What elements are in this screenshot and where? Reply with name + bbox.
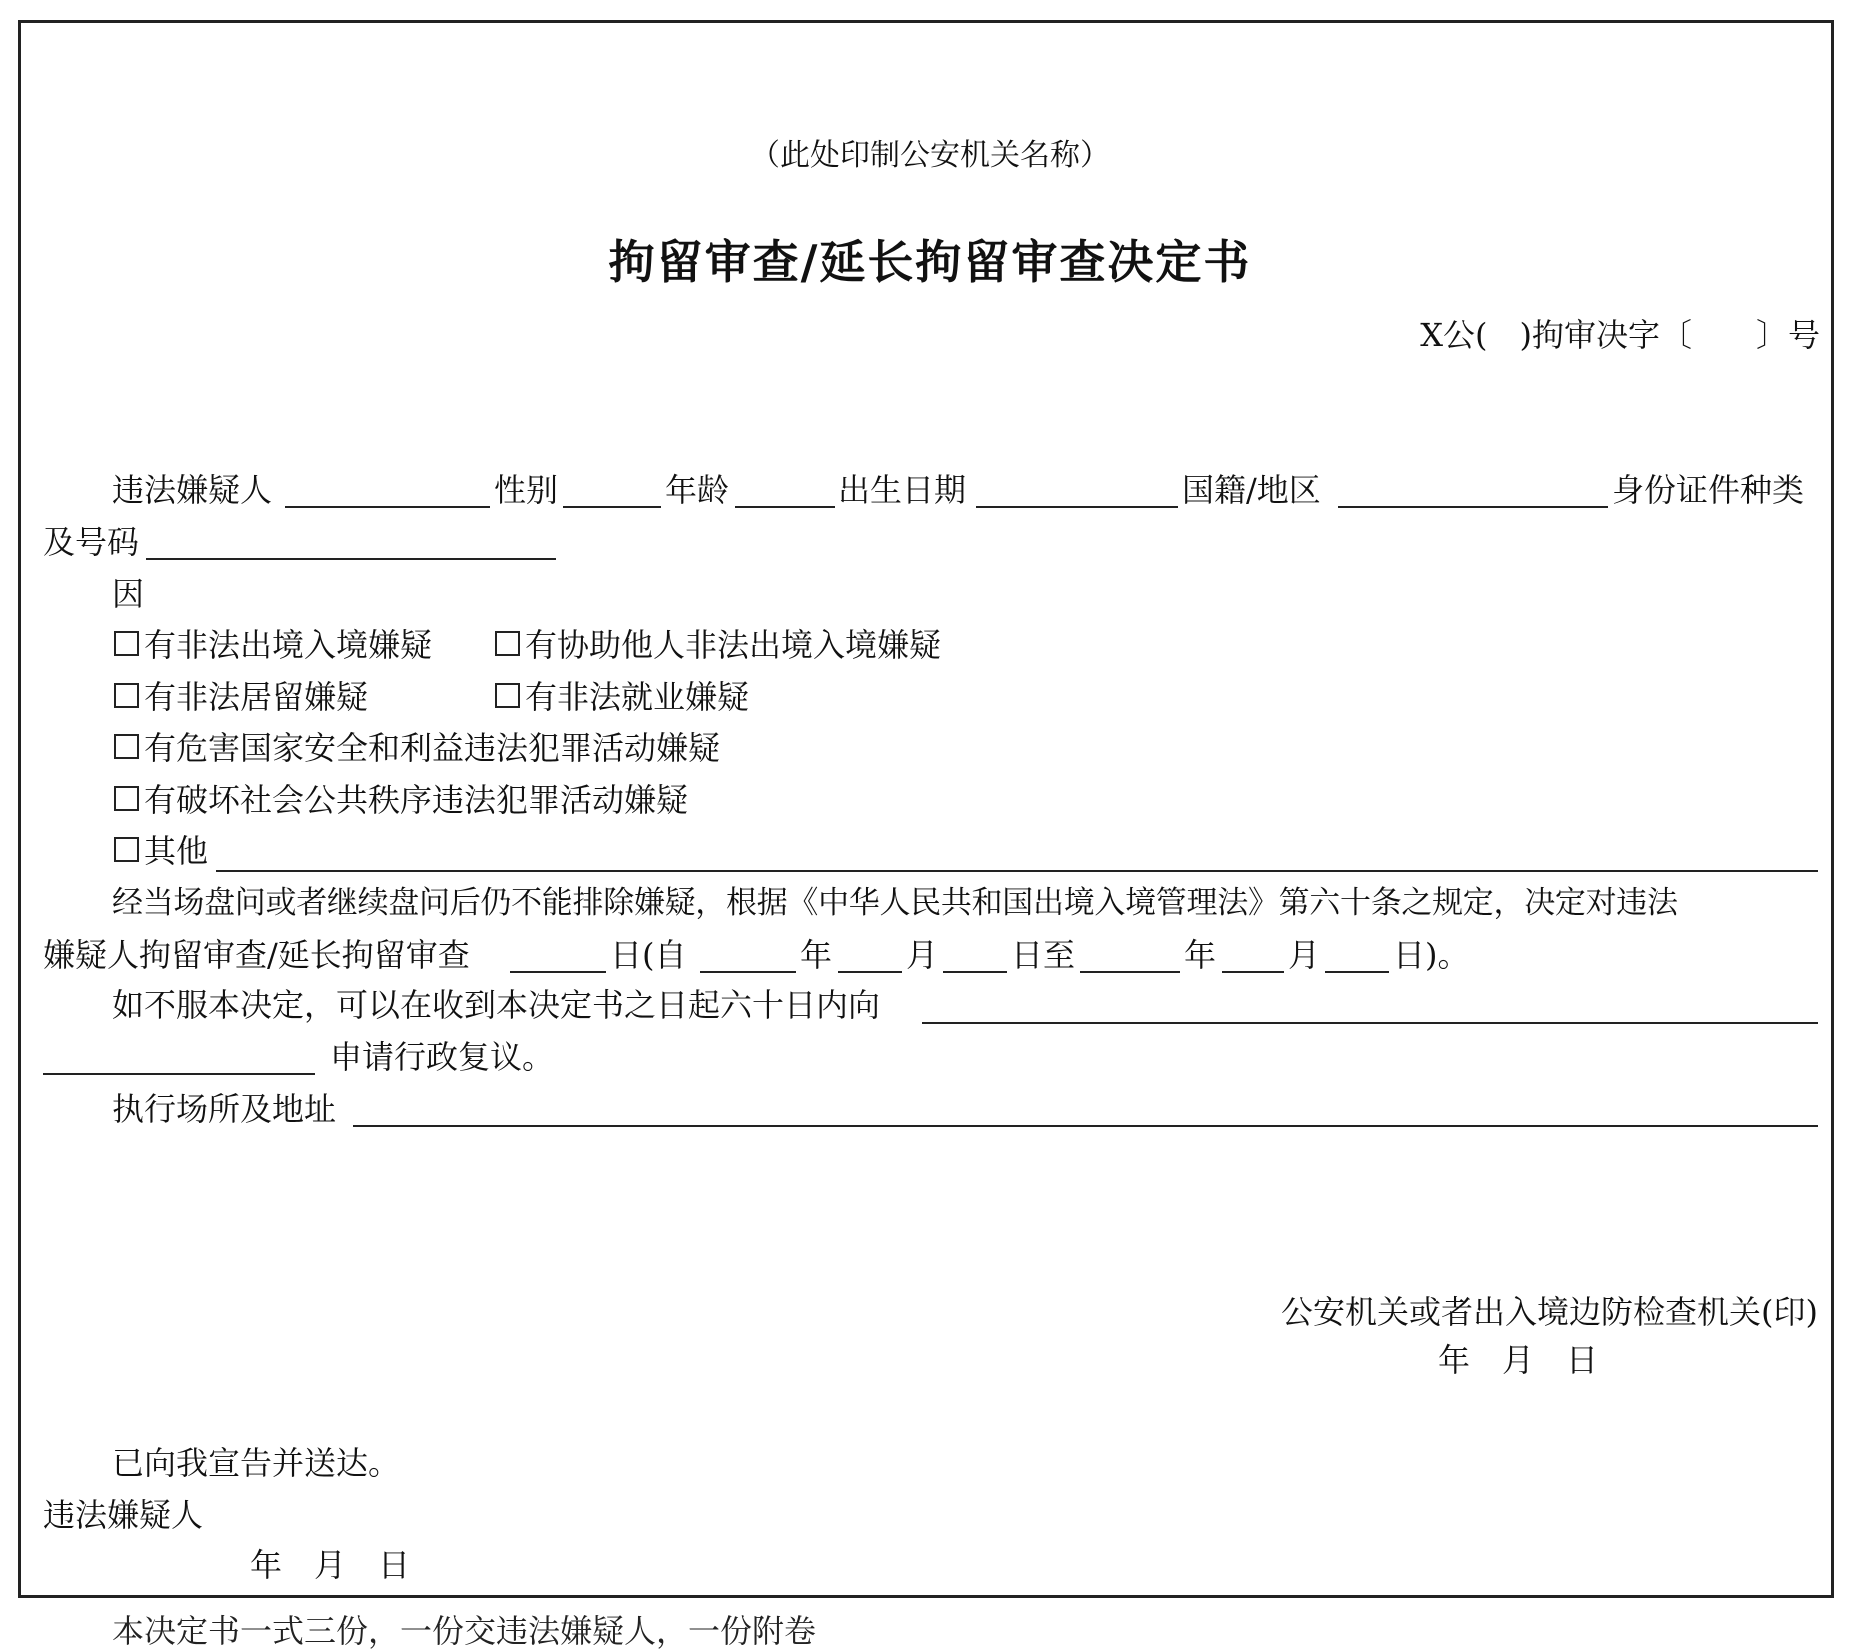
- checkbox-national-security[interactable]: [114, 734, 139, 759]
- field-appeal-authority-cont[interactable]: [43, 1073, 315, 1075]
- field-start-day[interactable]: [943, 971, 1007, 973]
- field-other-reason[interactable]: [216, 870, 1818, 872]
- label-age: 年龄: [665, 471, 730, 509]
- decision-year1: 年: [800, 936, 833, 974]
- checkbox-other[interactable]: [114, 837, 139, 862]
- decision-year2: 年: [1184, 936, 1217, 974]
- field-end-month[interactable]: [1222, 971, 1284, 973]
- field-days[interactable]: [510, 971, 606, 973]
- document-number: X公( )拘审决字〔 〕号: [1420, 316, 1820, 354]
- decision-month2: 月: [1288, 936, 1321, 974]
- field-start-year[interactable]: [700, 971, 796, 973]
- option-illegal-residence: 有非法居留嫌疑: [144, 678, 369, 716]
- decision-line1: 经当场盘问或者继续盘问后仍不能排除嫌疑，根据《中华人民共和国出境入境管理法》第六十条之规定，决定对违法: [112, 885, 1678, 921]
- field-end-year[interactable]: [1080, 971, 1180, 973]
- option-other: 其他: [144, 832, 209, 870]
- checkbox-illegal-residence[interactable]: [114, 683, 139, 708]
- footer-partial-clip: [0, 1609, 1860, 1650]
- option-illegal-employment: 有非法就业嫌疑: [525, 678, 750, 716]
- receipt-date: 年 月 日: [250, 1546, 411, 1584]
- appeal-line2: 申请行政复议。: [330, 1038, 555, 1076]
- field-suspect-name[interactable]: [285, 506, 490, 508]
- field-gender[interactable]: [563, 506, 661, 508]
- field-nationality[interactable]: [1338, 506, 1608, 508]
- decision-days: 日(自: [610, 936, 687, 974]
- label-suspect: 违法嫌疑人: [112, 471, 273, 509]
- field-age[interactable]: [735, 506, 835, 508]
- reason-lead: 因: [112, 575, 145, 613]
- receipt-statement: 已向我宣告并送达。: [112, 1444, 401, 1482]
- checkbox-illegal-entry-exit[interactable]: [114, 631, 139, 656]
- checkbox-illegal-employment[interactable]: [495, 683, 520, 708]
- decision-month1: 月: [906, 936, 939, 974]
- checkbox-assist-illegal-entry-exit[interactable]: [495, 631, 520, 656]
- label-nationality: 国籍/地区: [1182, 471, 1321, 509]
- receipt-suspect-label: 违法嫌疑人: [43, 1496, 204, 1534]
- option-public-order: 有破坏社会公共秩序违法犯罪活动嫌疑: [144, 781, 689, 819]
- execution-label: 执行场所及地址: [112, 1090, 337, 1128]
- field-execution-address[interactable]: [353, 1125, 1818, 1127]
- option-illegal-entry-exit: 有非法出境入境嫌疑: [144, 626, 433, 664]
- field-appeal-authority[interactable]: [922, 1022, 1818, 1024]
- label-id-number: 及号码: [43, 523, 140, 561]
- field-start-month[interactable]: [838, 971, 902, 973]
- label-birth-date: 出生日期: [838, 471, 967, 509]
- document-title: 拘留审查/延长拘留审查决定书: [608, 235, 1252, 289]
- decision-day-end: 日)。: [1393, 936, 1470, 974]
- field-birth-date[interactable]: [976, 506, 1178, 508]
- agency-placeholder: （此处印制公安机关名称）: [750, 138, 1110, 173]
- decision-day-to: 日至: [1011, 936, 1076, 974]
- option-national-security: 有危害国家安全和利益违法犯罪活动嫌疑: [144, 729, 721, 767]
- checkbox-public-order[interactable]: [114, 786, 139, 811]
- label-gender: 性别: [494, 471, 559, 509]
- decision-line2-prefix: 嫌疑人拘留审查/延长拘留审查: [43, 936, 470, 974]
- label-id-type: 身份证件种类: [1612, 471, 1805, 509]
- signature-authority: 公安机关或者出入境边防检查机关(印): [1281, 1293, 1818, 1331]
- option-assist-illegal-entry-exit: 有协助他人非法出境入境嫌疑: [525, 626, 942, 664]
- field-id-number[interactable]: [146, 558, 556, 560]
- footer-partial: 本决定书一式三份，一份交违法嫌疑人，一份附卷: [112, 1612, 817, 1650]
- field-end-day[interactable]: [1325, 971, 1389, 973]
- signature-date: 年 月 日: [1438, 1341, 1599, 1379]
- appeal-line1: 如不服本决定，可以在收到本决定书之日起六十日内向: [112, 986, 881, 1024]
